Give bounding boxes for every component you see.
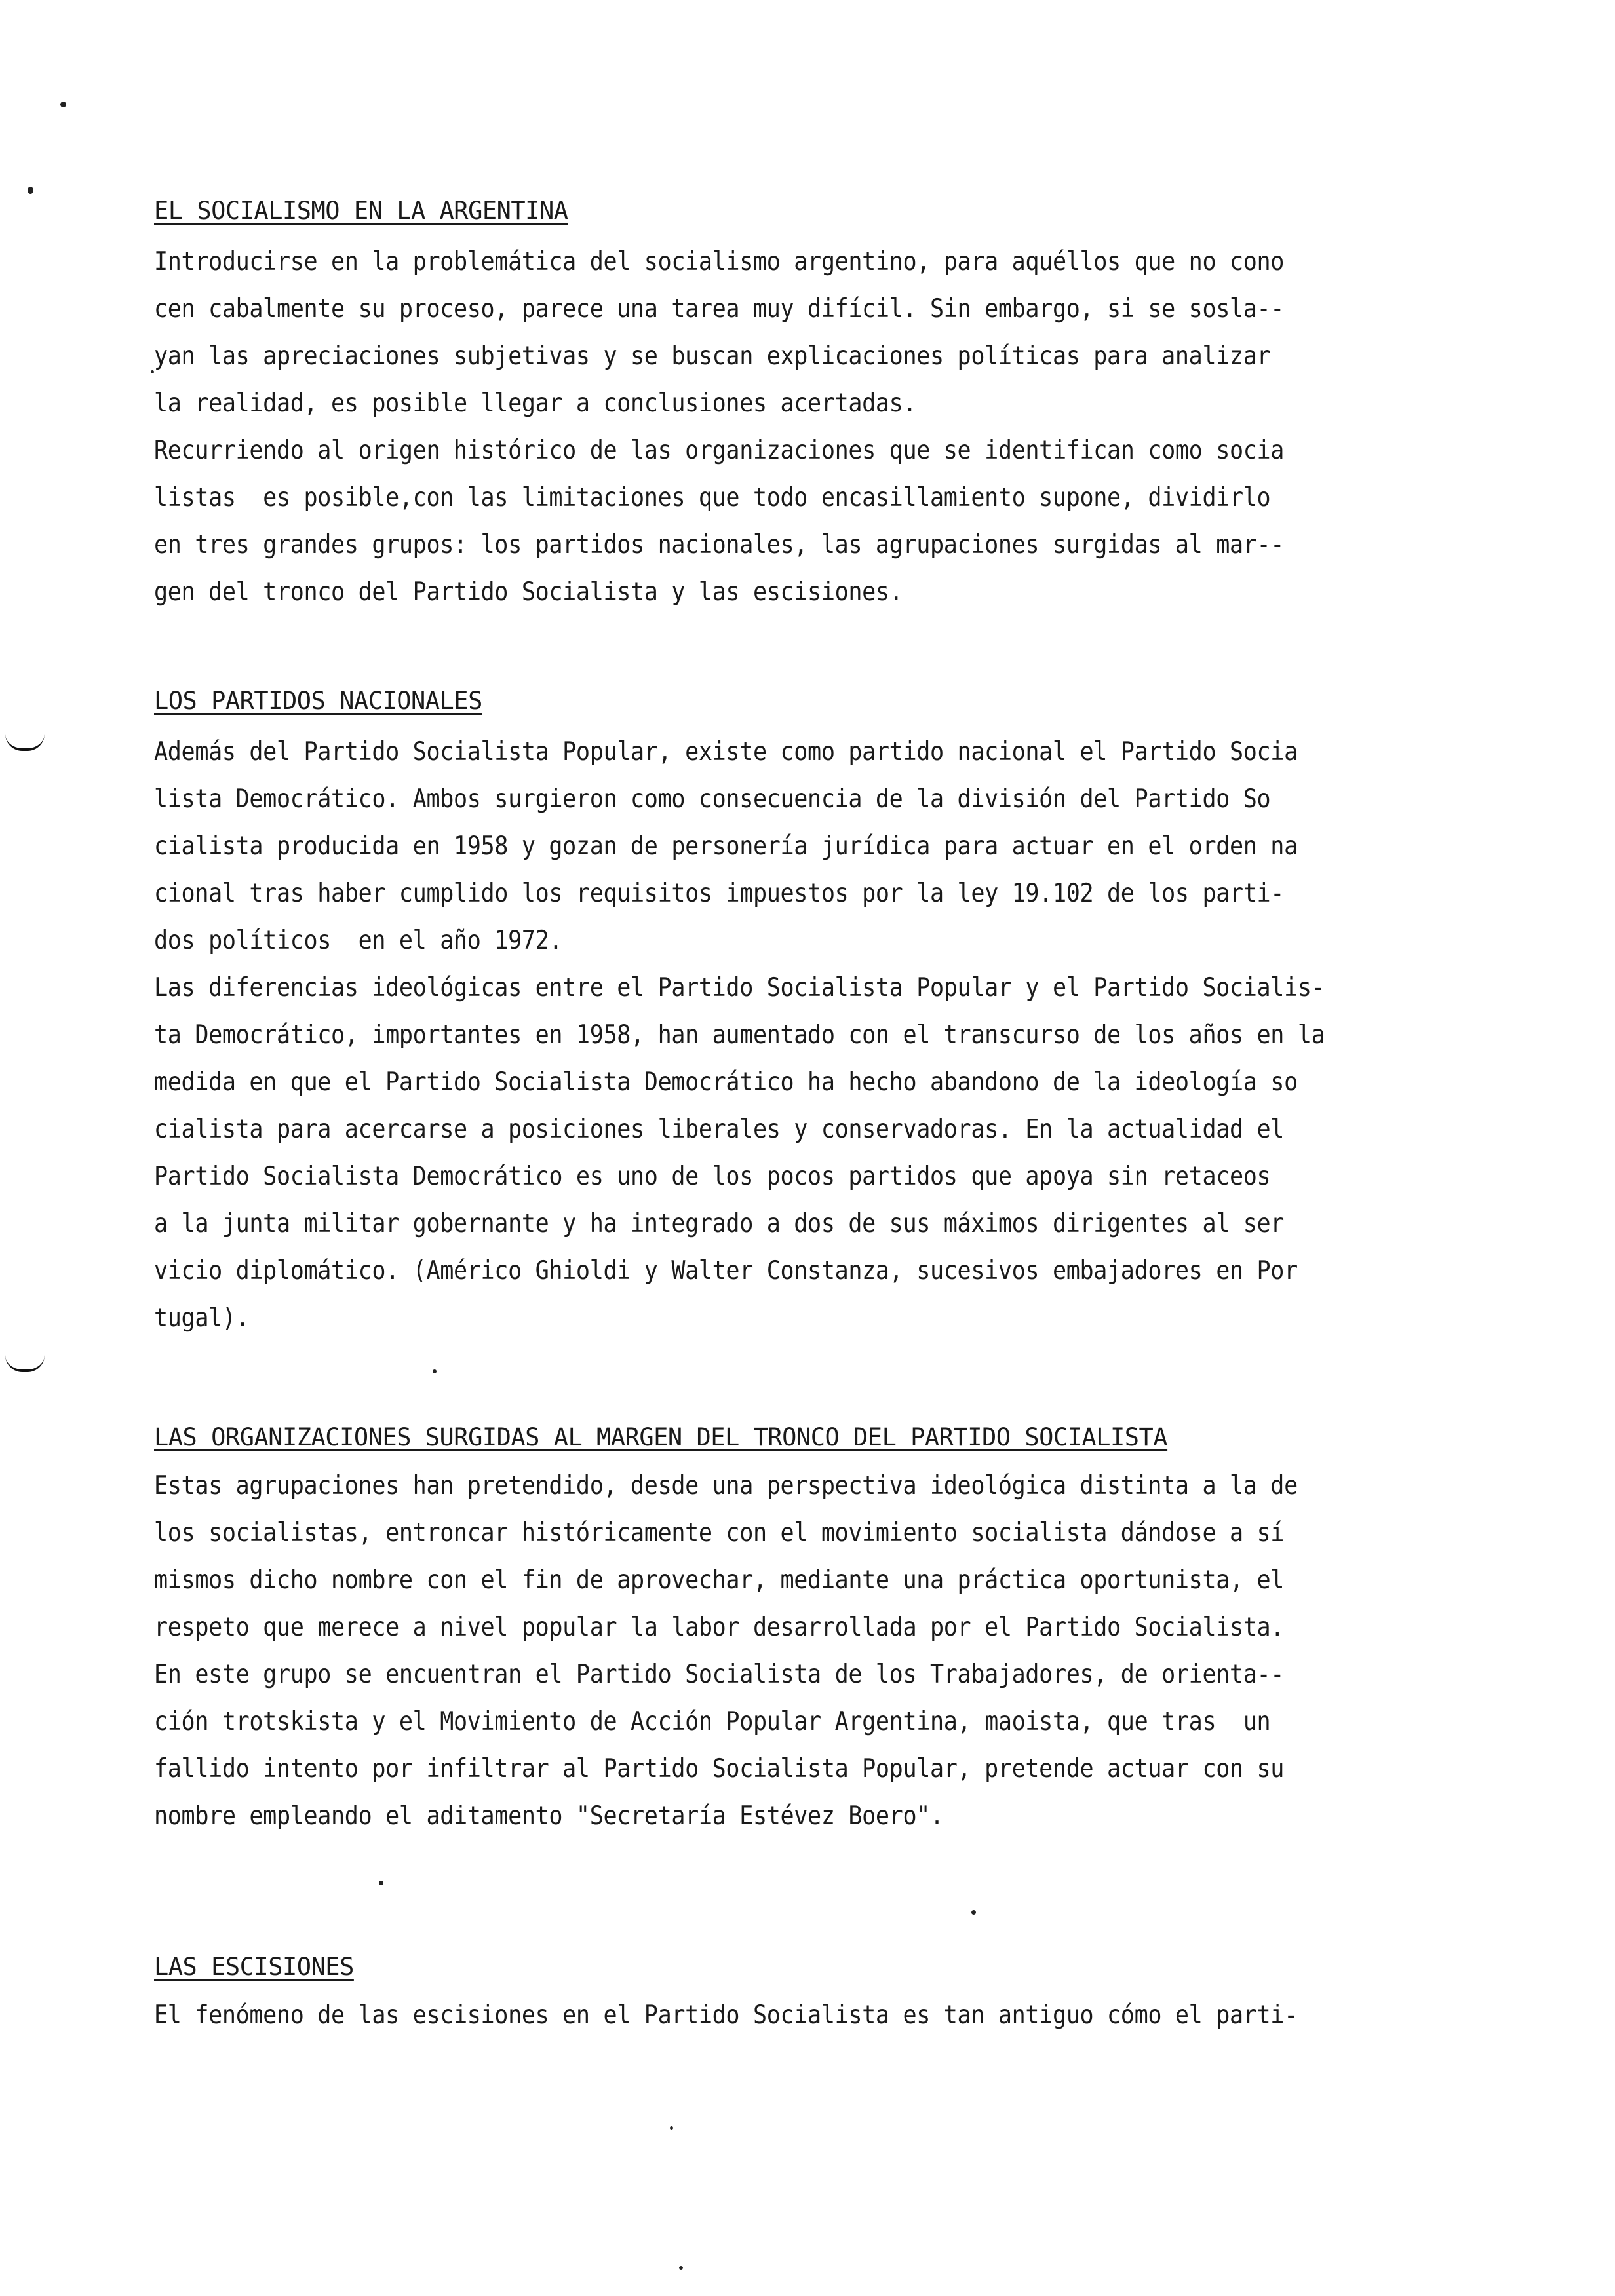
section-heading: LAS ESCISIONES [154,1953,354,1981]
margin-mark [5,734,45,751]
paragraph [154,729,1530,965]
text-line: ción trotskista y el Movimiento de Acción Popular Argentina, maoista, que tras un [154,1707,1271,1736]
scan-speck [670,2126,673,2130]
text-line: gen del tronco del Partido Socialista y las escisiones. [154,577,903,607]
text-line: a la junta militar gobernante y ha integrado a dos de sus máximos dirigentes al ser [154,1209,1285,1238]
text-line: ta Democrático, importantes en 1958, han aumentado con el transcurso de los años en la [154,1020,1325,1050]
scan-speck [679,2266,683,2270]
text-line: dos políticos en el año 1972. [154,926,563,955]
text-line: En este grupo se encuentran el Partido Socialista de los Trabajadores, de orienta-- [154,1660,1285,1689]
section-socialismo [154,197,1530,616]
text-line: cialista producida en 1958 y gozan de personería jurídica para actuar en el orden na [154,832,1298,861]
section-organizaciones [154,1423,1530,1840]
text-line: mismos dicho nombre con el fin de aprovechar, mediante una práctica oportunista, el [154,1565,1285,1595]
text-line: Además del Partido Socialista Popular, existe como partido nacional el Partido Socia [154,737,1298,767]
text-line: Introducirse en la problemática del socialismo argentino, para aquéllos que no cono [154,247,1285,277]
text-line: en tres grandes grupos: los partidos nacionales, las agrupaciones surgidas al mar-- [154,530,1285,560]
paragraph [154,965,1530,1342]
text-line: los socialistas, entroncar históricamente con el movimiento socialista dándose a sí [154,1518,1285,1548]
text-line: la realidad, es posible llegar a conclusiones acertadas. [154,389,917,418]
section-escisiones [154,1953,1530,2039]
section-heading: EL SOCIALISMO EN LA ARGENTINA [154,197,568,225]
text-line: fallido intento por infiltrar al Partido Socialista Popular, pretende actuar con su [154,1754,1285,1784]
section-partidos-nacionales [154,687,1530,1342]
paragraph [154,239,1530,427]
scan-speck [971,1910,976,1915]
paragraph [154,1992,1530,2039]
text-line: cialista para acercarse a posiciones liberales y conservadoras. En la actualidad el [154,1115,1285,1144]
scan-speck [433,1369,437,1373]
text-line: medida en que el Partido Socialista Democrático ha hecho abandono de la ideología so [154,1067,1298,1097]
text-line: nombre empleando el aditamento "Secretaría Estévez Boero". [154,1801,944,1831]
margin-mark [5,1355,45,1372]
scan-speck [60,102,66,107]
text-line: lista Democrático. Ambos surgieron como consecuencia de la división del Partido So [154,784,1271,814]
section-heading: LAS ORGANIZACIONES SURGIDAS AL MARGEN DEL TRONCO DEL PARTIDO SOCIALISTA [154,1423,1168,1451]
text-line: Estas agrupaciones han pretendido, desde una perspectiva ideológica distinta a la de [154,1471,1298,1501]
text-line: El fenómeno de las escisiones en el Partido Socialista es tan antiguo cómo el parti- [154,2000,1298,2030]
section-heading: LOS PARTIDOS NACIONALES [154,687,482,715]
text-line: vicio diplomático. (Américo Ghioldi y Walter Constanza, sucesivos embajadores en Por [154,1256,1298,1286]
text-line: listas es posible,con las limitaciones que todo encasillamiento supone, dividirlo [154,483,1271,512]
text-line: Recurriendo al origen histórico de las organizaciones que se identifican como socia [154,436,1285,465]
scan-speck [28,187,33,194]
scan-speck [379,1881,383,1885]
text-line: yan las apreciaciones subjetivas y se buscan explicaciones políticas para analizar [154,341,1271,371]
text-line: cional tras haber cumplido los requisitos impuestos por la ley 19.102 de los parti- [154,879,1285,908]
text-line: cen cabalmente su proceso, parece una tarea muy difícil. Sin embargo, si se sosla-- [154,294,1285,324]
text-line: Partido Socialista Democrático es uno de los pocos partidos que apoya sin retaceos [154,1162,1271,1191]
scan-speck [151,370,154,373]
paragraph [154,1463,1530,1840]
text-line: Las diferencias ideológicas entre el Partido Socialista Popular y el Partido Socialis- [154,973,1325,1003]
paragraph [154,427,1530,616]
text-line: tugal). [154,1303,250,1333]
text-line: respeto que merece a nivel popular la labor desarrollada por el Partido Socialista. [154,1613,1285,1642]
